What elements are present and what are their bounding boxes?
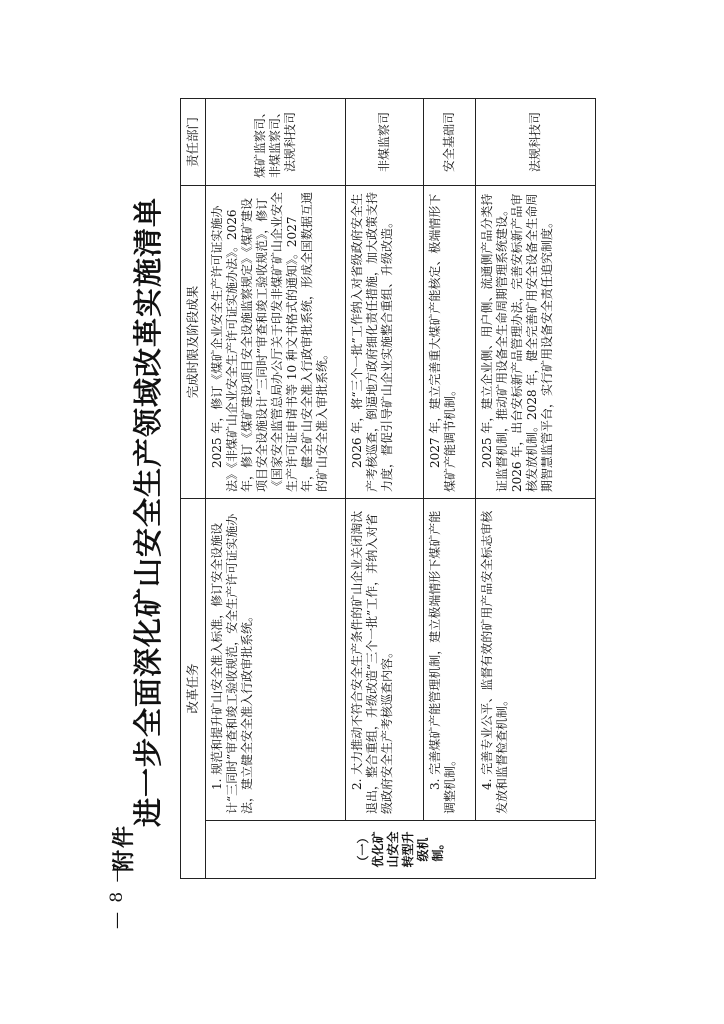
category-cell: （一）优化矿山安全转型升级机制。 — [206, 821, 596, 879]
header-result: 完成时限及阶段成果 — [181, 185, 206, 498]
page-number: — 8 — — [107, 863, 127, 929]
table-row — [346, 98, 424, 878]
task-cell: 3. 完善煤矿产能管理机制，建立极端情形下煤矿产能调整机制。 — [424, 498, 476, 820]
task-cell: 2. 大力推动不符合安全生产条件的矿山企业关闭淘汰退出，整合重组，升级改造“三个一批”工作，并纳入对省级政府安全生产考核巡查内容。 — [346, 498, 424, 820]
table-header-row — [181, 98, 206, 878]
result-cell: 2026 年，将“三个一批”工作纳入对省级政府安全生产考核巡查，倒逼地方政府细化责任措施，加大政策支持力度，督促引导矿山企业实施整合重组、升级改造。 — [346, 185, 424, 498]
result-cell: 2025 年，建立企业侧、用户侧、流通侧产品分类持证监督机制，推动矿用设备全生命周期管理系统建设。2026 年，出台安标新产品管理办法，完善安标新产品审核发放机制。2028 年，健全完善矿用安全设备全生命周期智慧监管平台，实行矿用设备安全责任追究制度。 — [476, 185, 596, 498]
table-row — [206, 98, 346, 878]
dept-cell: 法规科技司 — [476, 98, 596, 185]
attachment-label: 附件 — [112, 823, 137, 872]
document-title: 进一步全面深化矿山安全生产领域改革实施清单 — [131, 197, 165, 828]
result-cell: 2027 年，建立完善重大煤矿产能核定、极端情形下煤矿产能调节机制。 — [424, 185, 476, 498]
dept-cell: 安全基础司 — [424, 98, 476, 185]
task-cell: 4. 完善专业公平、监督有效的矿用产品安全标志审核发放和监督检查机制。 — [476, 498, 596, 820]
result-cell: 2025 年，修订《煤矿企业安全生产许可证实施办法》《非煤矿山企业安全生产许可证实施办法》。2026 年，修订《煤矿建设项目安全设施监察规定》《煤矿建设项目安全设施设计“三同时”审查和竣工验收规范》，修订《国家安全监管总局办公厅关于印发非煤矿矿山企业安全生产许可证申请书等 10 种文书格式的通知》。2027 年，健全矿山安全准入行政审批系统，形成全国数据互通的矿山安全准入审批系统。 — [206, 185, 346, 498]
table-row — [424, 98, 476, 878]
reform-table — [180, 98, 596, 879]
dept-cell: 非煤监察司 — [346, 98, 424, 185]
header-task: 改革任务 — [181, 498, 206, 878]
task-cell: 1. 规范和提升矿山安全准入标准，修订安全设施设计“三同时”审查和竣工验收规范，安全生产许可证实施办法，建立健全安全准入行政审批系统。 — [206, 498, 346, 820]
table-row — [476, 98, 596, 878]
header-dept: 责任部门 — [181, 98, 206, 185]
dept-cell: 煤矿监察司、非煤监察司、法规科技司 — [206, 98, 346, 185]
